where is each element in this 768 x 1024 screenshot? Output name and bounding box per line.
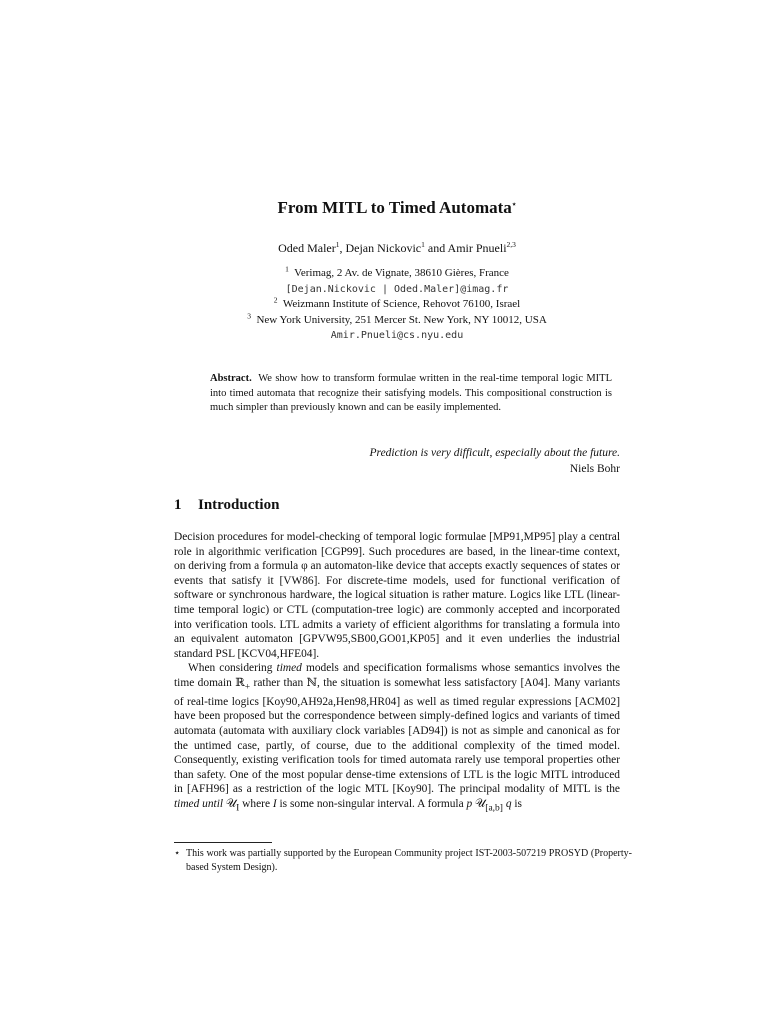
subscript: [a,b] xyxy=(485,803,503,814)
author-name: Amir Pnueli xyxy=(447,241,507,255)
affiliation-mark: 1 xyxy=(285,264,289,274)
author-separator: , xyxy=(339,241,346,255)
affiliation-text: Verimag, 2 Av. de Vignate, 38610 Gières, France xyxy=(294,267,509,279)
affiliation-email: Amir.Pnueli@cs.nyu.edu xyxy=(330,330,464,341)
math-variable: p xyxy=(466,797,473,810)
affiliation-block xyxy=(0,266,768,344)
footnote-mark: ⋆ xyxy=(174,848,181,859)
affiliation-text: New York University, 251 Mercer St. New York, NY 10012, USA xyxy=(256,313,547,326)
emphasis: timed until xyxy=(174,797,224,810)
footnote xyxy=(174,847,632,874)
affiliation-mark: 2 xyxy=(273,295,278,305)
emphasis: timed xyxy=(276,662,302,675)
author-separator: and xyxy=(424,241,448,255)
title-text: From MITL to Timed Automata xyxy=(277,198,512,217)
section-number: 1 xyxy=(174,497,182,513)
body-text xyxy=(174,530,620,816)
affiliation-line xyxy=(0,310,768,329)
body-paragraph: Decision procedures for model-checking of temporal logic formulae [MP91,MP95] play a central role in algorithmic verification [CGP99]. Such procedures are based, in the linear-time context, on deriving from a formula φ an automaton-like device that accepts exactly sequences of states or events that satisfy it [VW86]. For discrete-time models, used for functional verification of software or synchronous hardware, the logical situation is rather mature. Logics like LTL (linear-time temporal logic) or CTL (computation-tree logic) are commonly accepted and incorporated into verification tools. LTL admits a variety of efficient algorithms for translating a formula into an equivalent automaton [GPVW95,SB00,GO01,KP05] and it even underlies the industrial standard PSL [KCV04,HFE04]. xyxy=(174,531,620,660)
until-symbol: 𝒰 xyxy=(223,797,237,810)
text-run: models and specification formalisms whose semantics involves the time domain ℝ xyxy=(174,662,620,689)
epigraph xyxy=(300,446,620,477)
affiliation-line xyxy=(0,266,768,282)
body-paragraph xyxy=(174,661,620,816)
affiliation-mark: 3 xyxy=(247,310,251,320)
footnote-text: This work was partially supported by the European Community project IST-2003-507219 PROSYD (Property-based System Design). xyxy=(186,848,632,873)
affiliation-line xyxy=(0,297,768,313)
footnote-rule xyxy=(174,842,272,843)
abstract xyxy=(210,372,612,416)
title-footnote-mark: ⋆ xyxy=(511,199,517,209)
author-affiliation-mark: 2,3 xyxy=(506,240,516,249)
author-name: Dejan Nickovic xyxy=(345,241,422,255)
author-affiliation-mark: 1 xyxy=(335,240,340,249)
subscript: + xyxy=(244,682,251,693)
text-run: rather than ℕ, the situation is somewhat less satisfactory [A04]. Many variants of real-time logics [Koy90,AH92a,Hen98,HR04] as well as timed regular expressions [ACM02] have been proposed but the correspondence between simply-defined logics and variants of timed automata (automata with auxiliary clock variables [AD94]) is not as simple and canonical as for the untimed case, partly, of course, due to the additional complexity of the timed model. Consequently, existing verification tools for timed automata rarely use temporal properties other than safety. One of the most popular dense-time extensions of LTL is the logic MITL introduced in [AFH96] as a restriction of the logic MTL [Koy90]. The principal modality of MITL is the xyxy=(174,676,621,796)
section-heading xyxy=(174,495,279,515)
affiliation-email: [Dejan.Nickovic | Oded.Maler]@imag.fr xyxy=(285,283,509,295)
math-variable: q xyxy=(502,797,512,810)
author-list xyxy=(0,240,768,256)
text-run: is some non-singular interval. A formula xyxy=(276,797,467,810)
affiliation-text: Weizmann Institute of Science, Rehovot 76100, Israel xyxy=(282,298,521,310)
text-run: is xyxy=(511,797,522,810)
paper-title xyxy=(0,196,768,220)
until-symbol: 𝒰 xyxy=(472,797,486,810)
abstract-label: Abstract. xyxy=(210,373,252,384)
author-name: Oded Maler xyxy=(278,241,336,255)
epigraph-attribution: Niels Bohr xyxy=(569,462,620,475)
section-title: Introduction xyxy=(198,497,280,513)
epigraph-quote: Prediction is very difficult, especially about the future. xyxy=(369,447,620,459)
text-run: where xyxy=(239,797,273,810)
subscript: I xyxy=(236,803,240,814)
author-affiliation-mark: 1 xyxy=(421,240,425,249)
math-variable: I xyxy=(272,797,277,810)
text-run: When considering xyxy=(188,662,277,675)
abstract-text: We show how to transform formulae written in the real-time temporal logic MITL into timed automata that recognize their satisfying models. This compositional construction is much simpler than previously known and can be easily implemented. xyxy=(210,373,612,414)
